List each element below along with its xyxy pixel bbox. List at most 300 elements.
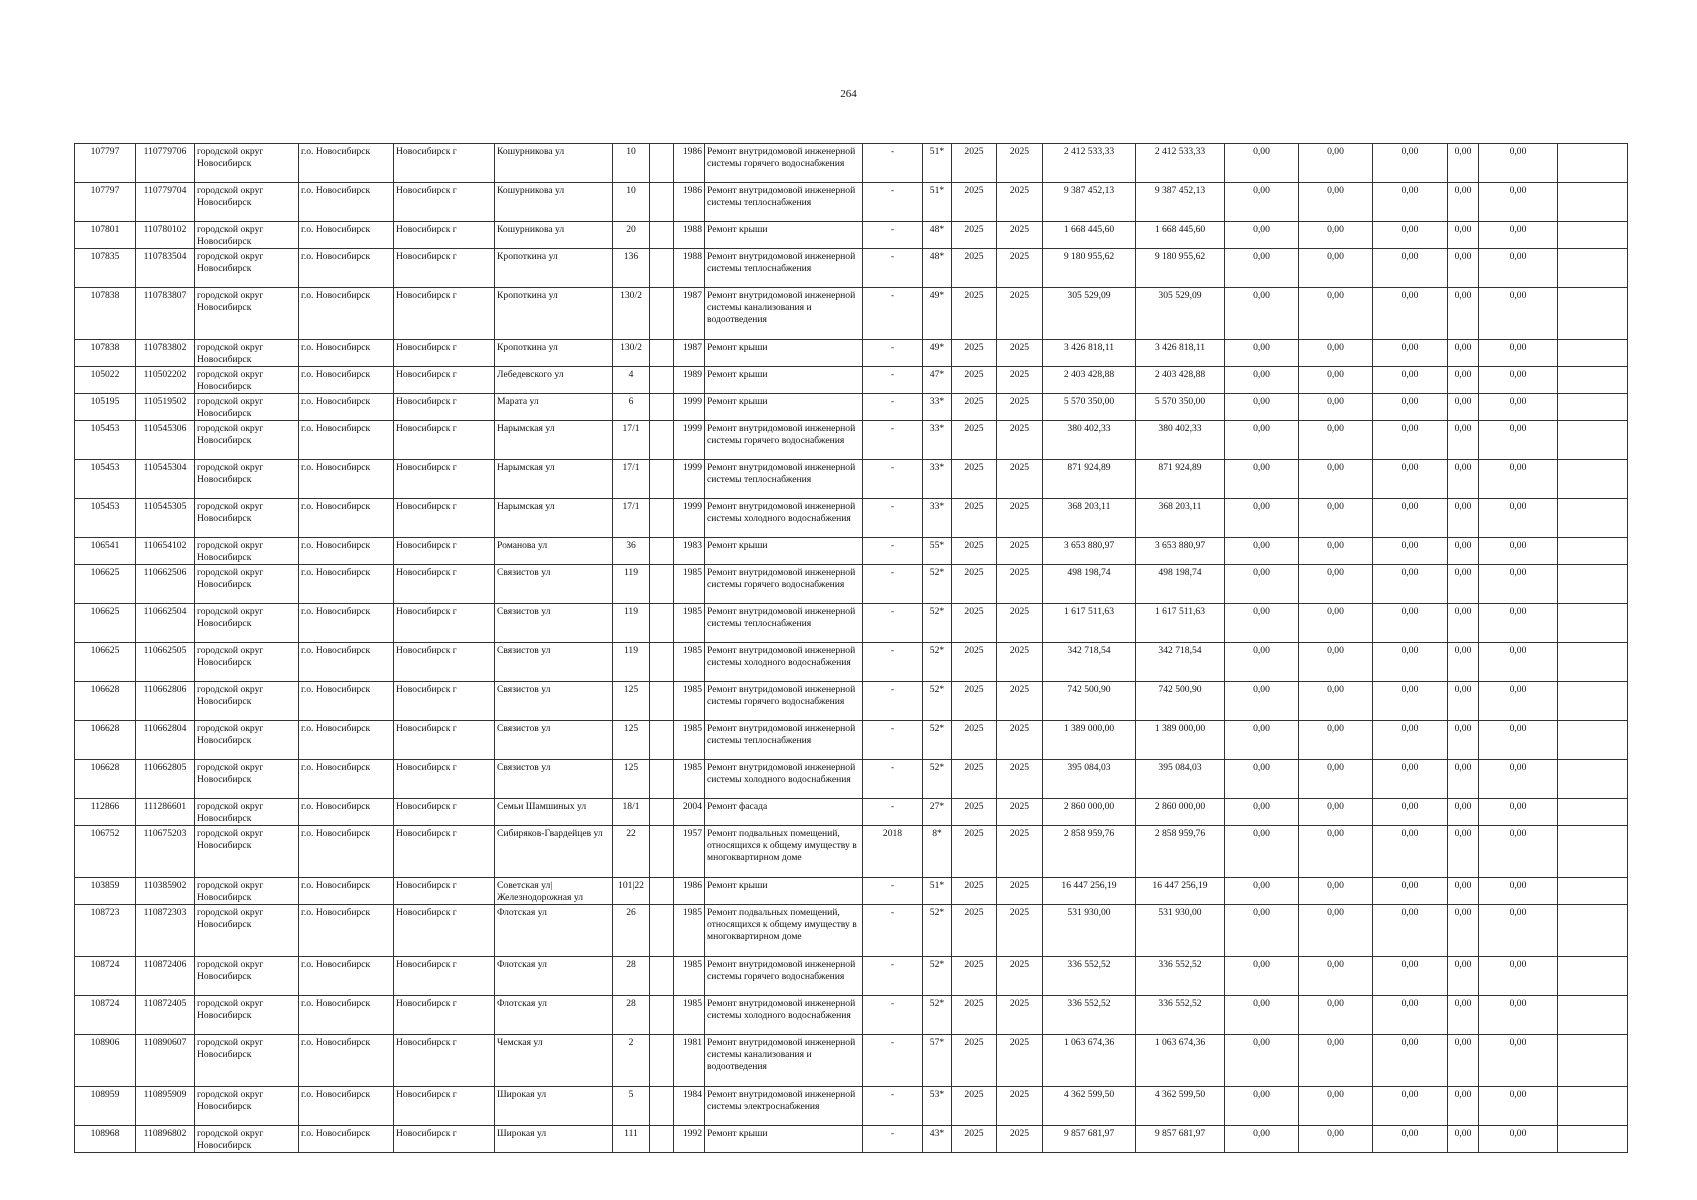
district-cell: городской округ Новосибирск [195,222,299,249]
funding-cell-4: 0,00 [1448,222,1479,249]
empty-cell [650,905,674,957]
funding-cell-5: 0,00 [1479,905,1558,957]
district-cell: городской округ Новосибирск [195,183,299,222]
start-year-cell: 2025 [952,499,997,538]
funding-cell-2: 0,00 [1299,957,1373,996]
city-cell: Новосибирск г [394,760,495,799]
work-type-cell: Ремонт крыши [705,222,863,249]
funding-cell-2: 0,00 [1299,394,1373,421]
total-cost-cell: 2 403 428,88 [1043,367,1136,394]
funding-cell-4: 0,00 [1448,682,1479,721]
funding-cell-1: 0,00 [1225,826,1299,878]
municipality-cell: г.о. Новосибирск [299,878,394,905]
municipality-cell: г.о. Новосибирск [299,499,394,538]
last-repair-year-cell: 2018 [863,826,923,878]
work-code-cell: 110779704 [136,183,195,222]
funding-cell-2: 0,00 [1299,249,1373,288]
empty-cell [1558,499,1628,538]
total-cost-cell: 3 426 818,11 [1043,340,1136,367]
last-repair-year-cell: - [863,144,923,183]
house-number-cell: 136 [613,249,650,288]
funding-cell-4: 0,00 [1448,183,1479,222]
funding-cell-4: 0,00 [1448,1126,1479,1153]
city-cell: Новосибирск г [394,288,495,340]
city-cell: Новосибирск г [394,1035,495,1087]
fund-cost-cell: 395 084,03 [1136,760,1225,799]
district-cell: городской округ Новосибирск [195,394,299,421]
district-cell: городской округ Новосибирск [195,878,299,905]
start-year-cell: 2025 [952,249,997,288]
municipality-cell: г.о. Новосибирск [299,249,394,288]
funding-cell-2: 0,00 [1299,760,1373,799]
build-year-cell: 1988 [674,249,705,288]
funding-cell-2: 0,00 [1299,826,1373,878]
empty-cell [1558,996,1628,1035]
wear-percent-cell: 33* [923,460,952,499]
city-cell: Новосибирск г [394,249,495,288]
district-cell: городской округ Новосибирск [195,249,299,288]
object-id-cell: 108906 [75,1035,136,1087]
funding-cell-3: 0,00 [1373,394,1448,421]
empty-cell [650,799,674,826]
fund-cost-cell: 498 198,74 [1136,565,1225,604]
table-row [75,604,1628,643]
fund-cost-cell: 1 389 000,00 [1136,721,1225,760]
city-cell: Новосибирск г [394,643,495,682]
funding-cell-4: 0,00 [1448,538,1479,565]
last-repair-year-cell: - [863,1126,923,1153]
last-repair-year-cell: - [863,682,923,721]
empty-cell [1558,604,1628,643]
city-cell: Новосибирск г [394,604,495,643]
fund-cost-cell: 871 924,89 [1136,460,1225,499]
empty-cell [1558,183,1628,222]
funding-cell-1: 0,00 [1225,460,1299,499]
wear-percent-cell: 52* [923,604,952,643]
work-code-cell: 110654102 [136,538,195,565]
wear-percent-cell: 27* [923,799,952,826]
funding-cell-4: 0,00 [1448,826,1479,878]
funding-cell-4: 0,00 [1448,367,1479,394]
end-year-cell: 2025 [997,1035,1043,1087]
wear-percent-cell: 52* [923,905,952,957]
last-repair-year-cell: - [863,288,923,340]
funding-cell-3: 0,00 [1373,538,1448,565]
fund-cost-cell: 9 180 955,62 [1136,249,1225,288]
wear-percent-cell: 52* [923,957,952,996]
wear-percent-cell: 55* [923,538,952,565]
municipality-cell: г.о. Новосибирск [299,183,394,222]
empty-cell [1558,460,1628,499]
street-cell: Кошурникова ул [495,183,613,222]
house-number-cell: 2 [613,1035,650,1087]
municipality-cell: г.о. Новосибирск [299,144,394,183]
object-id-cell: 107835 [75,249,136,288]
municipality-cell: г.о. Новосибирск [299,760,394,799]
total-cost-cell: 9 180 955,62 [1043,249,1136,288]
street-cell: Широкая ул [495,1087,613,1126]
work-code-cell: 110519502 [136,394,195,421]
district-cell: городской округ Новосибирск [195,826,299,878]
last-repair-year-cell: - [863,760,923,799]
wear-percent-cell: 47* [923,367,952,394]
build-year-cell: 1986 [674,144,705,183]
funding-cell-1: 0,00 [1225,643,1299,682]
table-row [75,249,1628,288]
object-id-cell: 107838 [75,340,136,367]
last-repair-year-cell: - [863,367,923,394]
empty-cell [650,957,674,996]
fund-cost-cell: 4 362 599,50 [1136,1087,1225,1126]
last-repair-year-cell: - [863,1035,923,1087]
start-year-cell: 2025 [952,538,997,565]
house-number-cell: 28 [613,996,650,1035]
end-year-cell: 2025 [997,799,1043,826]
wear-percent-cell: 49* [923,288,952,340]
house-number-cell: 10 [613,144,650,183]
table-row [75,799,1628,826]
work-code-cell: 110872405 [136,996,195,1035]
fund-cost-cell: 305 529,09 [1136,288,1225,340]
table-row [75,878,1628,905]
empty-cell [650,538,674,565]
start-year-cell: 2025 [952,183,997,222]
funding-cell-2: 0,00 [1299,604,1373,643]
work-type-cell: Ремонт крыши [705,1126,863,1153]
funding-cell-1: 0,00 [1225,421,1299,460]
funding-cell-1: 0,00 [1225,394,1299,421]
city-cell: Новосибирск г [394,996,495,1035]
house-number-cell: 28 [613,957,650,996]
fund-cost-cell: 2 860 000,00 [1136,799,1225,826]
street-cell: Связистов ул [495,760,613,799]
empty-cell [1558,144,1628,183]
funding-cell-2: 0,00 [1299,1035,1373,1087]
funding-cell-2: 0,00 [1299,340,1373,367]
start-year-cell: 2025 [952,421,997,460]
wear-percent-cell: 48* [923,222,952,249]
build-year-cell: 1986 [674,183,705,222]
district-cell: городской округ Новосибирск [195,1126,299,1153]
house-number-cell: 10 [613,183,650,222]
table-row [75,538,1628,565]
funding-cell-3: 0,00 [1373,144,1448,183]
object-id-cell: 108724 [75,996,136,1035]
street-cell: Кропоткина ул [495,288,613,340]
work-code-cell: 110783802 [136,340,195,367]
city-cell: Новосибирск г [394,1126,495,1153]
build-year-cell: 1988 [674,222,705,249]
object-id-cell: 105453 [75,499,136,538]
house-number-cell: 130/2 [613,340,650,367]
empty-cell [1558,288,1628,340]
empty-cell [650,499,674,538]
street-cell: Связистов ул [495,643,613,682]
funding-cell-2: 0,00 [1299,565,1373,604]
wear-percent-cell: 52* [923,760,952,799]
empty-cell [650,826,674,878]
funding-cell-4: 0,00 [1448,1035,1479,1087]
fund-cost-cell: 5 570 350,00 [1136,394,1225,421]
build-year-cell: 1983 [674,538,705,565]
object-id-cell: 106625 [75,643,136,682]
work-code-cell: 110662804 [136,721,195,760]
fund-cost-cell: 742 500,90 [1136,682,1225,721]
funding-cell-1: 0,00 [1225,288,1299,340]
work-code-cell: 110779706 [136,144,195,183]
table-body [75,144,1628,1153]
district-cell: городской округ Новосибирск [195,421,299,460]
house-number-cell: 17/1 [613,499,650,538]
street-cell: Кошурникова ул [495,222,613,249]
object-id-cell: 108959 [75,1087,136,1126]
empty-cell [650,643,674,682]
work-code-cell: 110502202 [136,367,195,394]
funding-cell-3: 0,00 [1373,367,1448,394]
funding-cell-3: 0,00 [1373,996,1448,1035]
district-cell: городской округ Новосибирск [195,905,299,957]
last-repair-year-cell: - [863,721,923,760]
work-type-cell: Ремонт крыши [705,538,863,565]
object-id-cell: 108723 [75,905,136,957]
funding-cell-4: 0,00 [1448,721,1479,760]
empty-cell [1558,565,1628,604]
end-year-cell: 2025 [997,1126,1043,1153]
last-repair-year-cell: - [863,249,923,288]
wear-percent-cell: 52* [923,682,952,721]
district-cell: городской округ Новосибирск [195,538,299,565]
city-cell: Новосибирск г [394,799,495,826]
table-row [75,826,1628,878]
end-year-cell: 2025 [997,682,1043,721]
end-year-cell: 2025 [997,760,1043,799]
object-id-cell: 106541 [75,538,136,565]
end-year-cell: 2025 [997,957,1043,996]
object-id-cell: 106625 [75,604,136,643]
build-year-cell: 1999 [674,421,705,460]
table-row [75,996,1628,1035]
municipality-cell: г.о. Новосибирск [299,421,394,460]
fund-cost-cell: 368 203,11 [1136,499,1225,538]
work-type-cell: Ремонт внутридомовой инженерной системы горячего водоснабжения [705,957,863,996]
funding-cell-5: 0,00 [1479,538,1558,565]
funding-cell-3: 0,00 [1373,249,1448,288]
start-year-cell: 2025 [952,799,997,826]
table-row [75,905,1628,957]
funding-cell-1: 0,00 [1225,682,1299,721]
funding-cell-4: 0,00 [1448,288,1479,340]
work-code-cell: 111286601 [136,799,195,826]
district-cell: городской округ Новосибирск [195,460,299,499]
funding-cell-1: 0,00 [1225,222,1299,249]
city-cell: Новосибирск г [394,538,495,565]
funding-cell-1: 0,00 [1225,538,1299,565]
funding-cell-3: 0,00 [1373,682,1448,721]
municipality-cell: г.о. Новосибирск [299,996,394,1035]
street-cell: Нарымская ул [495,499,613,538]
municipality-cell: г.о. Новосибирск [299,643,394,682]
total-cost-cell: 368 203,11 [1043,499,1136,538]
funding-cell-4: 0,00 [1448,499,1479,538]
house-number-cell: 17/1 [613,460,650,499]
funding-cell-1: 0,00 [1225,721,1299,760]
funding-cell-1: 0,00 [1225,760,1299,799]
funding-cell-4: 0,00 [1448,340,1479,367]
funding-cell-5: 0,00 [1479,222,1558,249]
empty-cell [650,421,674,460]
work-code-cell: 110890607 [136,1035,195,1087]
work-type-cell: Ремонт внутридомовой инженерной системы теплоснабжения [705,604,863,643]
build-year-cell: 1999 [674,499,705,538]
funding-cell-4: 0,00 [1448,249,1479,288]
empty-cell [1558,421,1628,460]
last-repair-year-cell: - [863,394,923,421]
fund-cost-cell: 2 412 533,33 [1136,144,1225,183]
wear-percent-cell: 48* [923,249,952,288]
funding-cell-2: 0,00 [1299,460,1373,499]
wear-percent-cell: 8* [923,826,952,878]
start-year-cell: 2025 [952,288,997,340]
start-year-cell: 2025 [952,565,997,604]
empty-cell [650,1087,674,1126]
build-year-cell: 1981 [674,1035,705,1087]
funding-cell-4: 0,00 [1448,905,1479,957]
empty-cell [650,460,674,499]
funding-cell-2: 0,00 [1299,367,1373,394]
wear-percent-cell: 57* [923,1035,952,1087]
object-id-cell: 106625 [75,565,136,604]
funding-cell-1: 0,00 [1225,799,1299,826]
fund-cost-cell: 9 387 452,13 [1136,183,1225,222]
total-cost-cell: 531 930,00 [1043,905,1136,957]
fund-cost-cell: 336 552,52 [1136,996,1225,1035]
total-cost-cell: 1 617 511,63 [1043,604,1136,643]
street-cell: Романова ул [495,538,613,565]
total-cost-cell: 498 198,74 [1043,565,1136,604]
wear-percent-cell: 52* [923,721,952,760]
funding-cell-3: 0,00 [1373,643,1448,682]
work-type-cell: Ремонт фасада [705,799,863,826]
total-cost-cell: 3 653 880,97 [1043,538,1136,565]
table-row [75,1087,1628,1126]
last-repair-year-cell: - [863,460,923,499]
wear-percent-cell: 33* [923,499,952,538]
empty-cell [1558,905,1628,957]
total-cost-cell: 1 389 000,00 [1043,721,1136,760]
start-year-cell: 2025 [952,905,997,957]
funding-cell-3: 0,00 [1373,905,1448,957]
last-repair-year-cell: - [863,799,923,826]
work-code-cell: 110662506 [136,565,195,604]
table-row [75,499,1628,538]
funding-cell-2: 0,00 [1299,682,1373,721]
funding-cell-5: 0,00 [1479,1087,1558,1126]
work-code-cell: 110783807 [136,288,195,340]
house-number-cell: 125 [613,721,650,760]
street-cell: Кропоткина ул [495,249,613,288]
work-type-cell: Ремонт подвальных помещений, относящихся к общему имуществу в многоквартирном доме [705,905,863,957]
work-code-cell: 110896802 [136,1126,195,1153]
empty-cell [1558,826,1628,878]
object-id-cell: 106628 [75,682,136,721]
total-cost-cell: 2 412 533,33 [1043,144,1136,183]
table-row [75,1035,1628,1087]
funding-cell-2: 0,00 [1299,1087,1373,1126]
work-code-cell: 110872406 [136,957,195,996]
funding-cell-5: 0,00 [1479,367,1558,394]
house-number-cell: 125 [613,682,650,721]
funding-cell-5: 0,00 [1479,1126,1558,1153]
start-year-cell: 2025 [952,721,997,760]
funding-cell-4: 0,00 [1448,565,1479,604]
funding-cell-4: 0,00 [1448,460,1479,499]
district-cell: городской округ Новосибирск [195,760,299,799]
start-year-cell: 2025 [952,826,997,878]
funding-cell-2: 0,00 [1299,721,1373,760]
end-year-cell: 2025 [997,1087,1043,1126]
empty-cell [650,144,674,183]
funding-cell-1: 0,00 [1225,1035,1299,1087]
build-year-cell: 1985 [674,905,705,957]
end-year-cell: 2025 [997,460,1043,499]
funding-cell-3: 0,00 [1373,460,1448,499]
funding-cell-5: 0,00 [1479,721,1558,760]
end-year-cell: 2025 [997,721,1043,760]
end-year-cell: 2025 [997,499,1043,538]
start-year-cell: 2025 [952,957,997,996]
work-type-cell: Ремонт внутридомовой инженерной системы горячего водоснабжения [705,144,863,183]
table-row [75,760,1628,799]
start-year-cell: 2025 [952,460,997,499]
table-row [75,367,1628,394]
end-year-cell: 2025 [997,996,1043,1035]
funding-cell-2: 0,00 [1299,538,1373,565]
end-year-cell: 2025 [997,905,1043,957]
empty-cell [1558,249,1628,288]
empty-cell [1558,799,1628,826]
start-year-cell: 2025 [952,878,997,905]
last-repair-year-cell: - [863,340,923,367]
object-id-cell: 107797 [75,144,136,183]
total-cost-cell: 9 857 681,97 [1043,1126,1136,1153]
funding-cell-5: 0,00 [1479,144,1558,183]
object-id-cell: 105453 [75,421,136,460]
street-cell: Флотская ул [495,905,613,957]
start-year-cell: 2025 [952,604,997,643]
street-cell: Кропоткина ул [495,340,613,367]
total-cost-cell: 5 570 350,00 [1043,394,1136,421]
build-year-cell: 1986 [674,878,705,905]
funding-cell-2: 0,00 [1299,905,1373,957]
district-cell: городской округ Новосибирск [195,367,299,394]
municipality-cell: г.о. Новосибирск [299,604,394,643]
empty-cell [1558,721,1628,760]
funding-cell-4: 0,00 [1448,144,1479,183]
district-cell: городской округ Новосибирск [195,340,299,367]
last-repair-year-cell: - [863,643,923,682]
city-cell: Новосибирск г [394,367,495,394]
funding-cell-3: 0,00 [1373,340,1448,367]
house-number-cell: 18/1 [613,799,650,826]
street-cell: Марата ул [495,394,613,421]
district-cell: городской округ Новосибирск [195,288,299,340]
last-repair-year-cell: - [863,957,923,996]
fund-cost-cell: 2 403 428,88 [1136,367,1225,394]
build-year-cell: 1985 [674,565,705,604]
start-year-cell: 2025 [952,394,997,421]
work-code-cell: 110675203 [136,826,195,878]
work-code-cell: 110662805 [136,760,195,799]
